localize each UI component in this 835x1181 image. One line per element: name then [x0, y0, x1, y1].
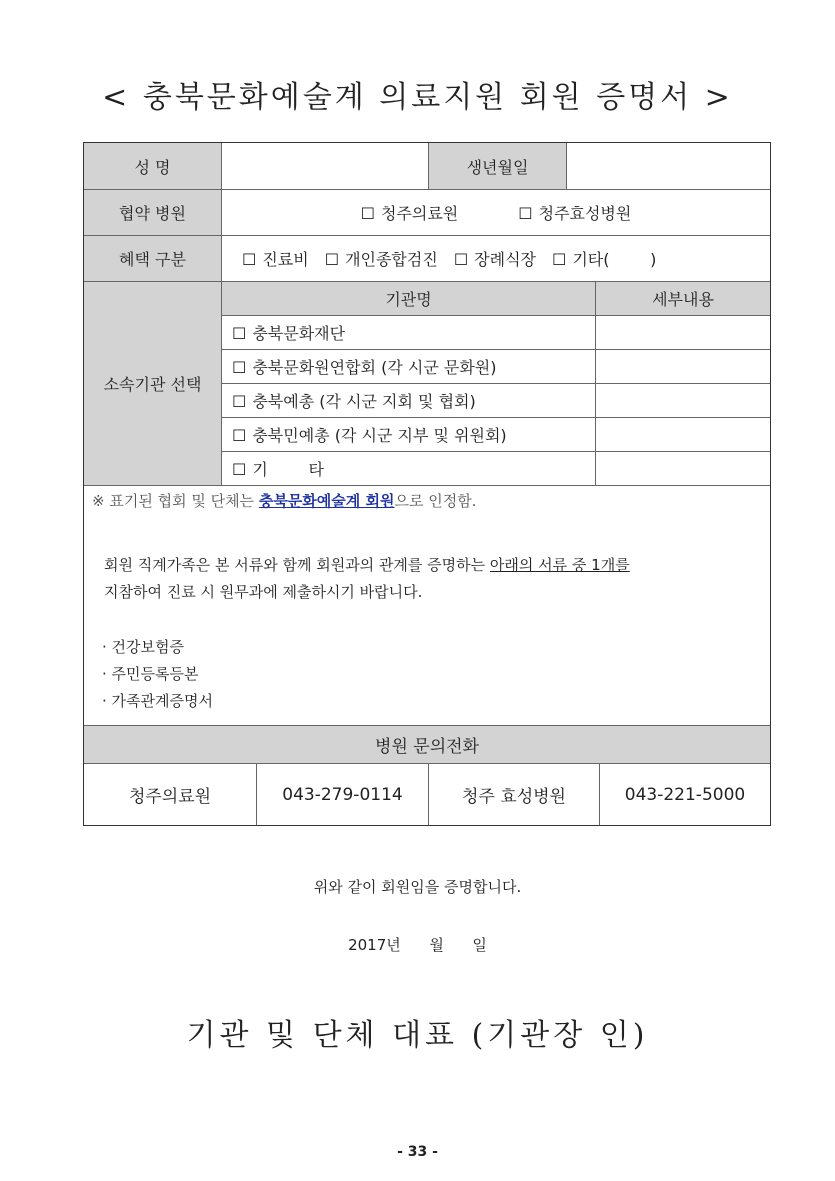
affiliation-detail-field[interactable]	[595, 383, 770, 417]
contact-header: 병원 문의전화	[84, 725, 770, 763]
instruction-text-end: 지참하여 진료 시 원무과에 제출하시기 바랍니다.	[104, 583, 423, 601]
affiliation-detail-field[interactable]	[595, 417, 770, 451]
affiliation-detail-field[interactable]	[595, 451, 770, 485]
hospital-option-cheongju[interactable]: ☐ 청주의료원	[361, 201, 459, 224]
affiliation-option-label: ☐ 충북문화원연합회 (각 시군 문화원)	[232, 355, 496, 378]
page-number: - 33 -	[397, 1144, 438, 1160]
affiliation-option-label: ☐ 기 타	[232, 457, 324, 480]
hospital-1-phone[interactable]: 043-279-0114	[256, 763, 428, 825]
affiliation-option[interactable]	[221, 315, 595, 349]
affiliation-detail-header: 세부내용	[595, 281, 770, 315]
notice-line	[92, 488, 476, 515]
certificate-form	[83, 142, 771, 826]
affiliation-detail-field[interactable]	[595, 349, 770, 383]
issue-date: 2017년 월 일	[348, 936, 487, 954]
affiliation-option[interactable]	[221, 349, 595, 383]
document-item: · 가족관계증명서	[102, 692, 213, 710]
document-title: < 충북문화예술계 의료지원 회원 증명서 >	[102, 80, 733, 115]
document-item: · 주민등록등본	[102, 665, 199, 683]
name-field[interactable]	[221, 143, 428, 189]
document-item: · 건강보험증	[102, 638, 184, 656]
family-instruction	[104, 552, 764, 606]
benefit-option-other[interactable]: ☐ 기타( )	[552, 247, 656, 270]
hospital-label: 협약 병원	[84, 189, 221, 235]
affiliation-option[interactable]	[221, 451, 595, 485]
notice-highlight: 충북문화예술계 회원	[258, 492, 395, 510]
birthdate-field[interactable]	[566, 143, 770, 189]
hospital-option-hyosung[interactable]: ☐ 청주효성병원	[518, 201, 631, 224]
affiliation-org-header: 기관명	[221, 281, 595, 315]
hospital-2-name: 청주 효성병원	[428, 763, 599, 825]
notice-section	[84, 485, 770, 726]
affiliation-option[interactable]	[221, 383, 595, 417]
certify-statement: 위와 같이 회원임을 증명합니다.	[313, 878, 522, 896]
benefit-option-medical[interactable]: ☐ 진료비	[242, 247, 309, 270]
benefit-option-funeral[interactable]: ☐ 장례식장	[454, 247, 536, 270]
notice-mark: ※ 표기된 협회 및 단체는	[92, 492, 259, 510]
signature-line: 기관 및 단체 대표 (기관장 인)	[186, 1018, 649, 1053]
instruction-underline: 아래의 서류 중 1개를	[489, 556, 630, 574]
hospital-options	[221, 189, 770, 235]
affiliation-option-label: ☐ 충북예총 (각 시군 지회 및 협회)	[232, 389, 476, 412]
hospital-2-phone[interactable]: 043-221-5000	[599, 763, 770, 825]
affiliation-option[interactable]	[221, 417, 595, 451]
benefit-options	[221, 235, 770, 281]
affiliation-option-label: ☐ 충북민예총 (각 시군 지부 및 위원회)	[232, 423, 507, 446]
affiliation-option-label: ☐ 충북문화재단	[232, 321, 345, 344]
affiliation-label: 소속기관 선택	[84, 281, 221, 485]
hospital-1-name: 청주의료원	[84, 763, 256, 825]
birthdate-label: 생년월일	[428, 143, 566, 189]
name-label: 성 명	[84, 143, 221, 189]
affiliation-detail-field[interactable]	[595, 315, 770, 349]
document-list	[102, 634, 213, 715]
benefit-option-checkup[interactable]: ☐ 개인종합검진	[325, 247, 438, 270]
instruction-text: 회원 직계가족은 본 서류와 함께 회원과의 관계를 증명하는	[104, 556, 490, 574]
notice-tail: 으로 인정함.	[394, 492, 477, 510]
benefit-label: 혜택 구분	[84, 235, 221, 281]
